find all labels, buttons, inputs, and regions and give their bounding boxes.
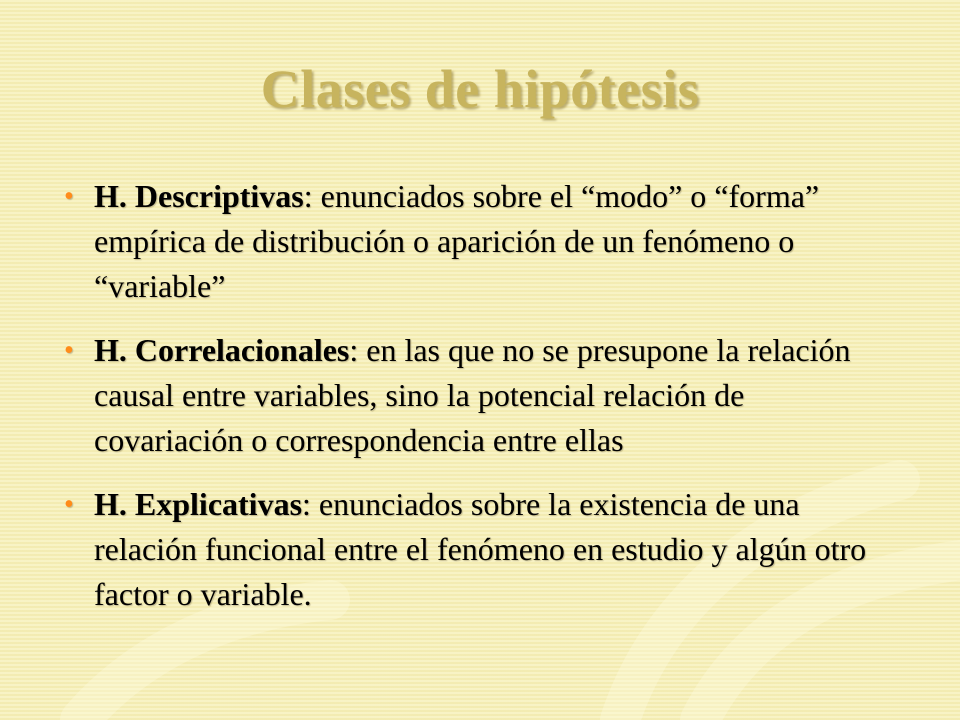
bullet-text: : en las que no se presupone la relación causal entre variables, sino la potencial relación de covariación o correspondencia entre ellas xyxy=(94,332,851,458)
bullet-term: H. Explicativas xyxy=(94,486,303,522)
bullet-icon: • xyxy=(64,181,74,212)
bullet-term: H. Correlacionales xyxy=(94,332,350,368)
bullet-item-explicativas xyxy=(60,482,900,617)
bullet-item-correlacionales xyxy=(60,328,900,463)
bullet-item-descriptivas xyxy=(60,174,900,309)
bullet-icon: • xyxy=(64,489,74,520)
bullet-term: H. Descriptivas xyxy=(94,178,304,214)
bullet-text: : enunciados sobre la existencia de una relación funcional entre el fenómeno en estudio y algún otro factor o variable. xyxy=(94,486,867,612)
slide-title: Clases de hipótesis xyxy=(260,59,700,119)
bullet-list xyxy=(60,174,900,636)
bullet-text: : enunciados sobre el “modo” o “forma” empírica de distribución o aparición de un fenómeno o “variable” xyxy=(94,178,820,304)
bullet-icon: • xyxy=(64,335,74,366)
